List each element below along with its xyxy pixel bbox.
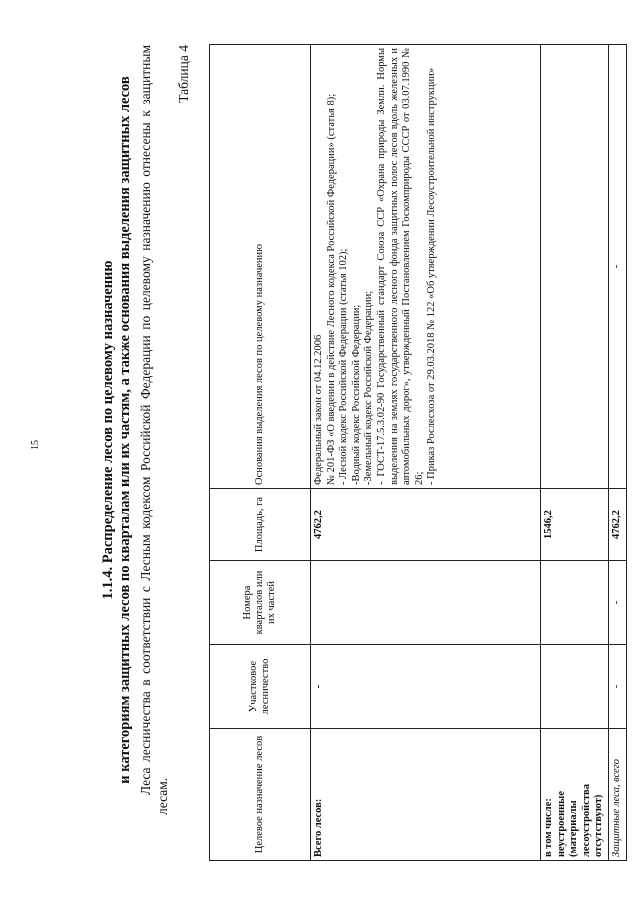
cell-district: - — [311, 645, 541, 729]
cell-district — [541, 645, 609, 729]
cell-purpose: в том числе: неустроенные (материалы лесоустройства отсутствуют) — [541, 729, 609, 861]
cell-purpose: Всего лесов: — [311, 729, 541, 861]
cell-quarters — [541, 561, 609, 645]
basis-line: Федеральный закон от 04.12.2006 — [313, 334, 324, 485]
cell-district: - — [608, 645, 626, 729]
cell-basis: - — [608, 45, 626, 489]
section-subtitle: и категориям защитных лесов по кварталам или их частям, а также основания выделения защитных лесов — [117, 76, 133, 784]
basis-line: -Водный кодекс Российской Федерации; — [350, 304, 362, 485]
cell-area: 4762,2 — [311, 489, 541, 561]
cell-purpose: Защитные леса, всего — [608, 729, 626, 861]
basis-line: -Земельный кодекс Российской Федерации; — [363, 290, 375, 485]
cell-area: 1546,2 — [541, 489, 609, 561]
cell-quarters: - — [608, 561, 626, 645]
table-header-row — [210, 45, 311, 861]
header-district: Участковое лесничество — [210, 645, 311, 729]
intro-paragraph: Леса лесничества в соответствии с Лесным кодексом Российской Федерации по целевому назначению отнесены к защитным лесам. — [138, 45, 170, 815]
cell-basis — [311, 45, 541, 489]
forest-distribution-table — [209, 44, 627, 861]
cell-area: 4762,2 — [608, 489, 626, 561]
header-area: Площадь, га — [210, 489, 311, 561]
page-number: 15 — [30, 440, 41, 450]
cell-basis — [541, 45, 609, 489]
basis-line: - Приказ Рослесхоза от 29.03.2018 № 122 «Об утверждении Лесоустроительной инструкции» — [426, 67, 438, 485]
table-label: Таблица 4 — [176, 45, 191, 103]
basis-line: - Лесной кодекс Российской Федерации (статья 102); — [338, 248, 350, 485]
basis-line: № 201-ФЗ «О введении в действие Лесного кодекса Российской Федерации» (статья 8); — [325, 93, 337, 485]
section-title: 1.1.4. Распределение лесов по целевому назначению — [100, 260, 116, 600]
cell-quarters — [311, 561, 541, 645]
basis-line: - ГОСТ-17.5.3.02-90 Государственный стандарт Союза ССР «Охрана природы Земли. Нормы выделения на землях государственного лесного фонда защитных полос лесов вдоль железных и автомобильных дорог», утвержденный Постановлением Госкомприроды СССР от 03.07.1990 № 26; — [375, 48, 425, 485]
table-row — [541, 45, 609, 861]
header-quarters: Номера кварталов или их частей — [210, 561, 311, 645]
table-row — [311, 45, 541, 861]
header-basis: Основания выделения лесов по целевому назначению — [210, 45, 311, 489]
header-purpose: Целевое назначение лесов — [210, 729, 311, 861]
table-row — [608, 45, 626, 861]
